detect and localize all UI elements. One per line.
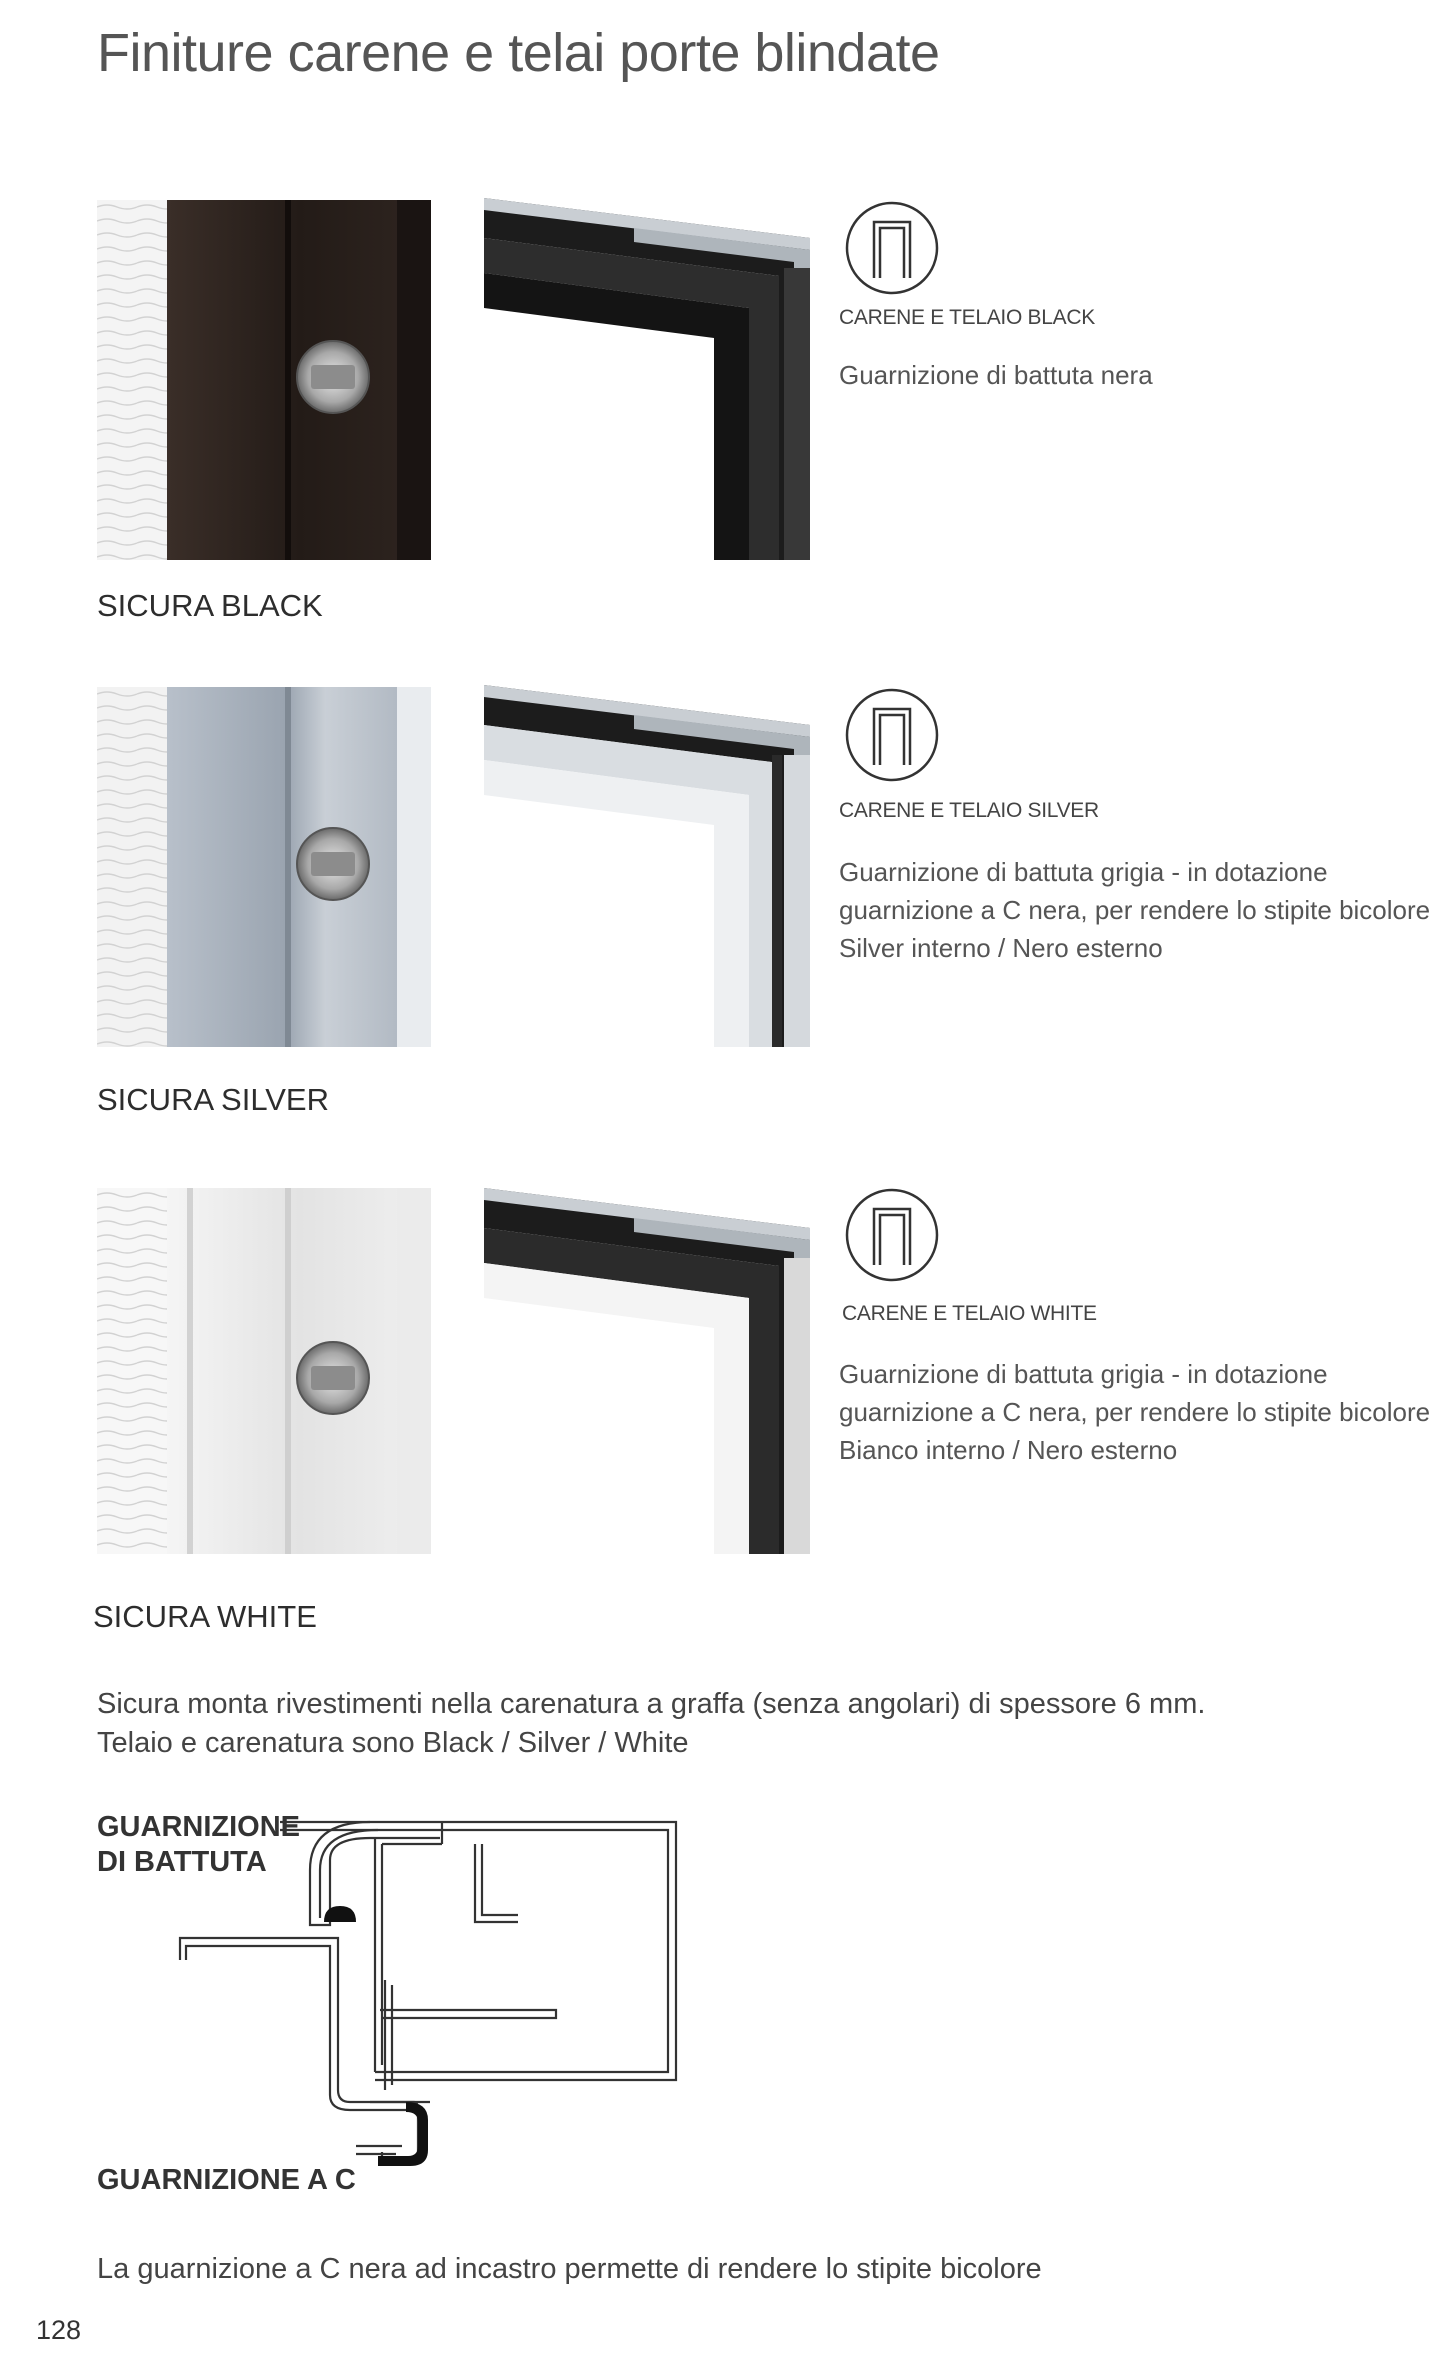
- frame-corner-photo-black: [484, 198, 810, 560]
- c-gasket-shape: [378, 2102, 428, 2166]
- door-frame-icon: [844, 687, 940, 783]
- finish-name-label: SICURA BLACK: [97, 588, 323, 623]
- door-frame-icon: [844, 200, 940, 296]
- description-line: Silver interno / Nero esterno: [839, 933, 1163, 963]
- stop-gasket-shape: [324, 1906, 356, 1922]
- label-line: GUARNIZIONE: [97, 1811, 300, 1843]
- frame-corner-photo-silver: [484, 685, 810, 1047]
- finish-caption: CARENE E TELAIO BLACK: [839, 306, 1095, 329]
- door-frame-icon: [844, 1187, 940, 1283]
- finish-caption: CARENE E TELAIO SILVER: [839, 799, 1099, 822]
- description-line: Bianco interno / Nero esterno: [839, 1435, 1178, 1465]
- finish-description: [839, 356, 1153, 394]
- description-line: guarnizione a C nera, per rendere lo stipite bicolore: [839, 1397, 1431, 1427]
- finish-description: [839, 853, 1430, 967]
- footer-note: La guarnizione a C nera ad incastro permette di rendere lo stipite bicolore: [97, 2253, 1042, 2285]
- door-panel-photo-black: [97, 200, 431, 560]
- intro-line: Telaio e carenatura sono Black / Silver / White: [97, 1727, 689, 1759]
- description-line: Guarnizione di battuta nera: [839, 360, 1153, 390]
- label-guarnizione-a-c: GUARNIZIONE A C: [97, 2164, 356, 2196]
- finish-name-label: SICURA WHITE: [93, 1599, 317, 1634]
- label-line: DI BATTUTA: [97, 1846, 267, 1878]
- intro-text: [97, 1685, 1205, 1763]
- page-title: Finiture carene e telai porte blindate: [97, 23, 940, 83]
- finish-caption: CARENE E TELAIO WHITE: [842, 1302, 1097, 1325]
- frame-section-diagram: [170, 1810, 690, 2180]
- intro-line: Sicura monta rivestimenti nella carenatura a graffa (senza angolari) di spessore 6 mm.: [97, 1688, 1206, 1720]
- description-line: Guarnizione di battuta grigia - in dotazione: [839, 857, 1328, 887]
- finish-description: [839, 1355, 1430, 1469]
- description-line: Guarnizione di battuta grigia - in dotazione: [839, 1359, 1328, 1389]
- description-line: guarnizione a C nera, per rendere lo stipite bicolore: [839, 895, 1431, 925]
- door-panel-photo-white: [97, 1188, 431, 1554]
- frame-corner-photo-white: [484, 1188, 810, 1554]
- door-panel-photo-silver: [97, 687, 431, 1047]
- page-number: 128: [36, 2315, 82, 2345]
- finish-name-label: SICURA SILVER: [97, 1082, 330, 1117]
